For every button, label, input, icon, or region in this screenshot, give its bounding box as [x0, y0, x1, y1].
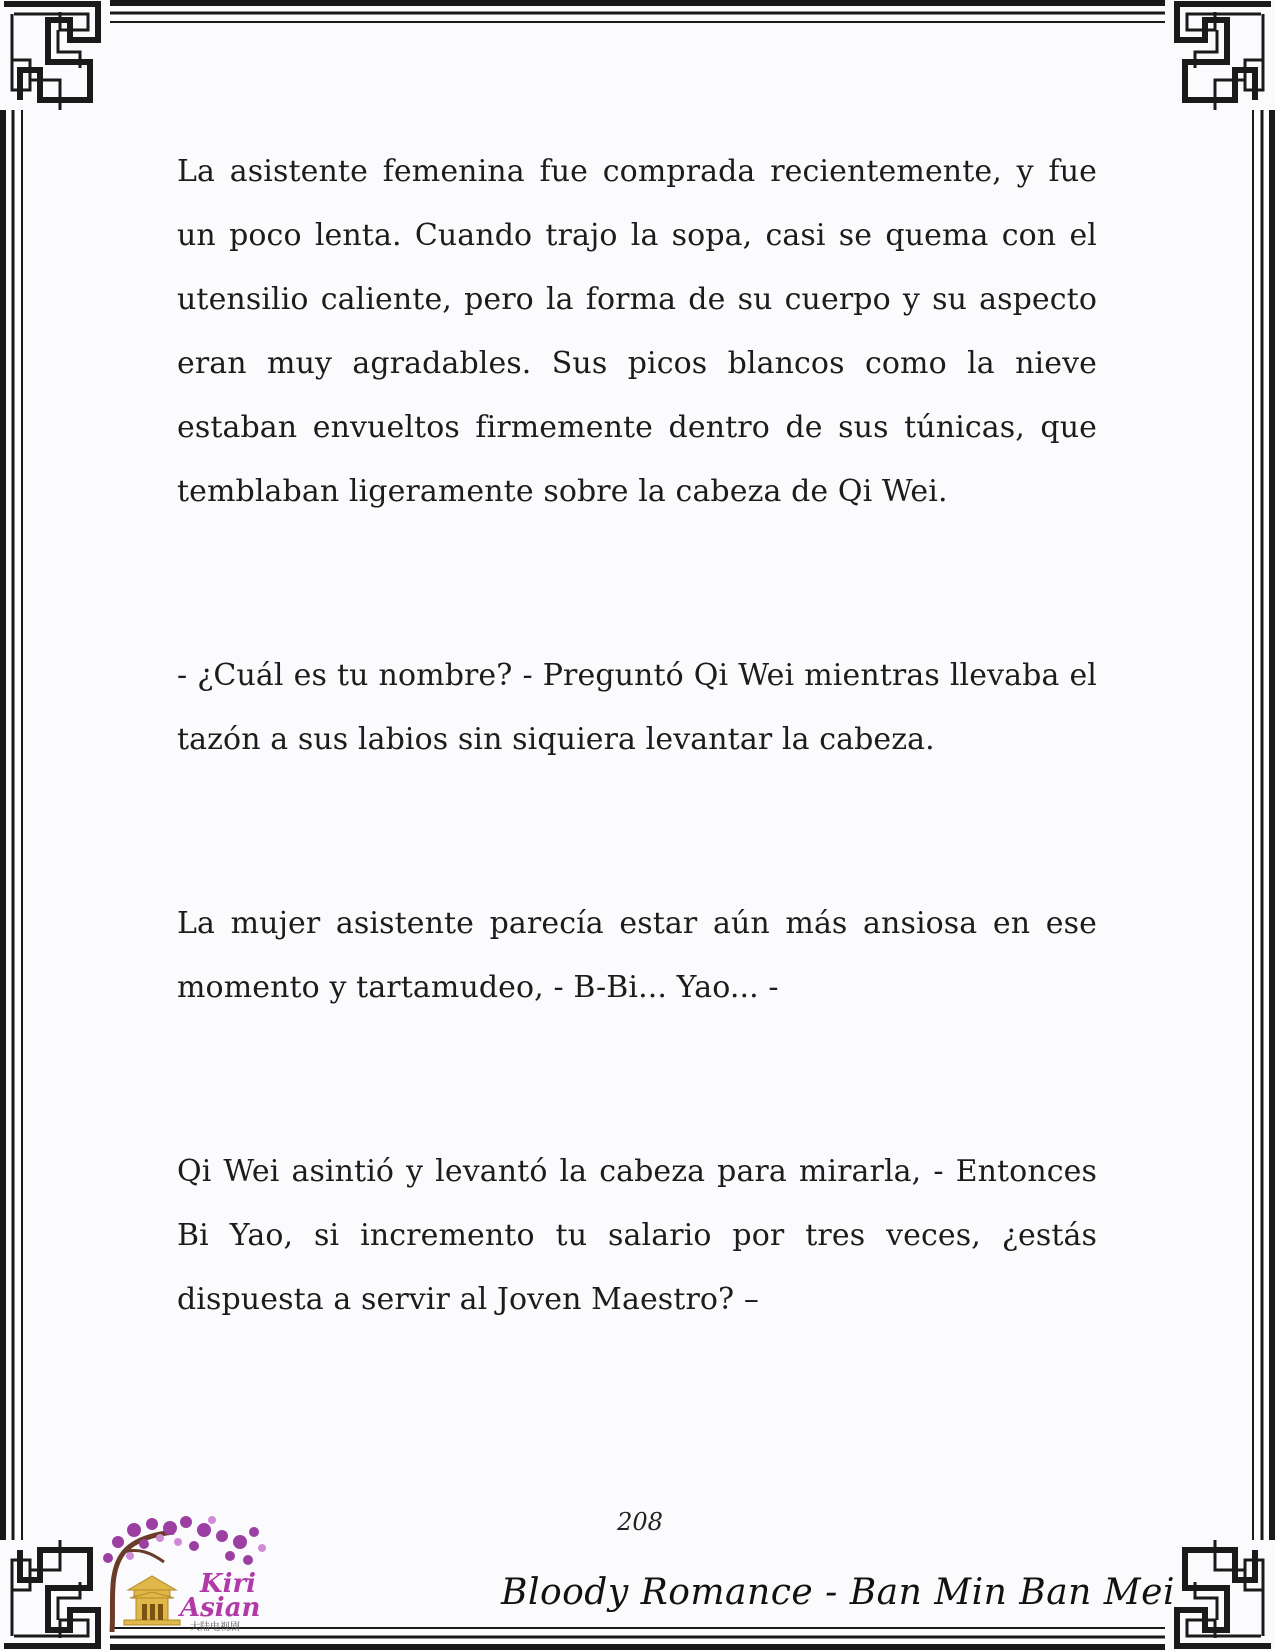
paragraph-4: Qi Wei asintió y levantó la cabeza para mirarla, - Entonces Bi Yao, si incremento tu salario por tres veces, ¿estás dispuesta a servir al Joven Maestro? – — [177, 1154, 1097, 1317]
paragraph-3: La mujer asistente parecía estar aún más ansiosa en ese momento y tartamudeo, - B-Bi... Yao... - — [177, 906, 1097, 1005]
book-title: Bloody Romance - Ban Min Ban Mei — [500, 1572, 1175, 1613]
svg-text:大陆电视剧: 大陆电视剧 — [190, 1622, 240, 1633]
kiri-asian-logo — [94, 1512, 274, 1634]
paragraph-2: - ¿Cuál es tu nombre? - Preguntó Qi Wei mientras llevaba el tazón a sus labios sin siquiera levantar la cabeza. — [177, 658, 1097, 757]
corner-ornament-top-left — [0, 0, 110, 110]
corner-ornament-top-right — [1165, 0, 1275, 110]
corner-ornament-bottom-right — [1165, 1540, 1275, 1650]
paragraph-1: La asistente femenina fue comprada recientemente, y fue un poco lenta. Cuando trajo la sopa, casi se quema con el utensilio caliente, pero la forma de su cuerpo y su aspecto eran muy agradables. Sus picos blancos como la nieve estaban envueltos firmemente dentro de sus túnicas, que temblaban ligeramente sobre la cabeza de Qi Wei. — [177, 154, 1097, 509]
svg-text:Asian: Asian — [180, 1593, 261, 1623]
page-number: 208 — [617, 1508, 663, 1536]
body-text — [177, 140, 1097, 1332]
svg-text:Kiri: Kiri — [200, 1569, 257, 1599]
